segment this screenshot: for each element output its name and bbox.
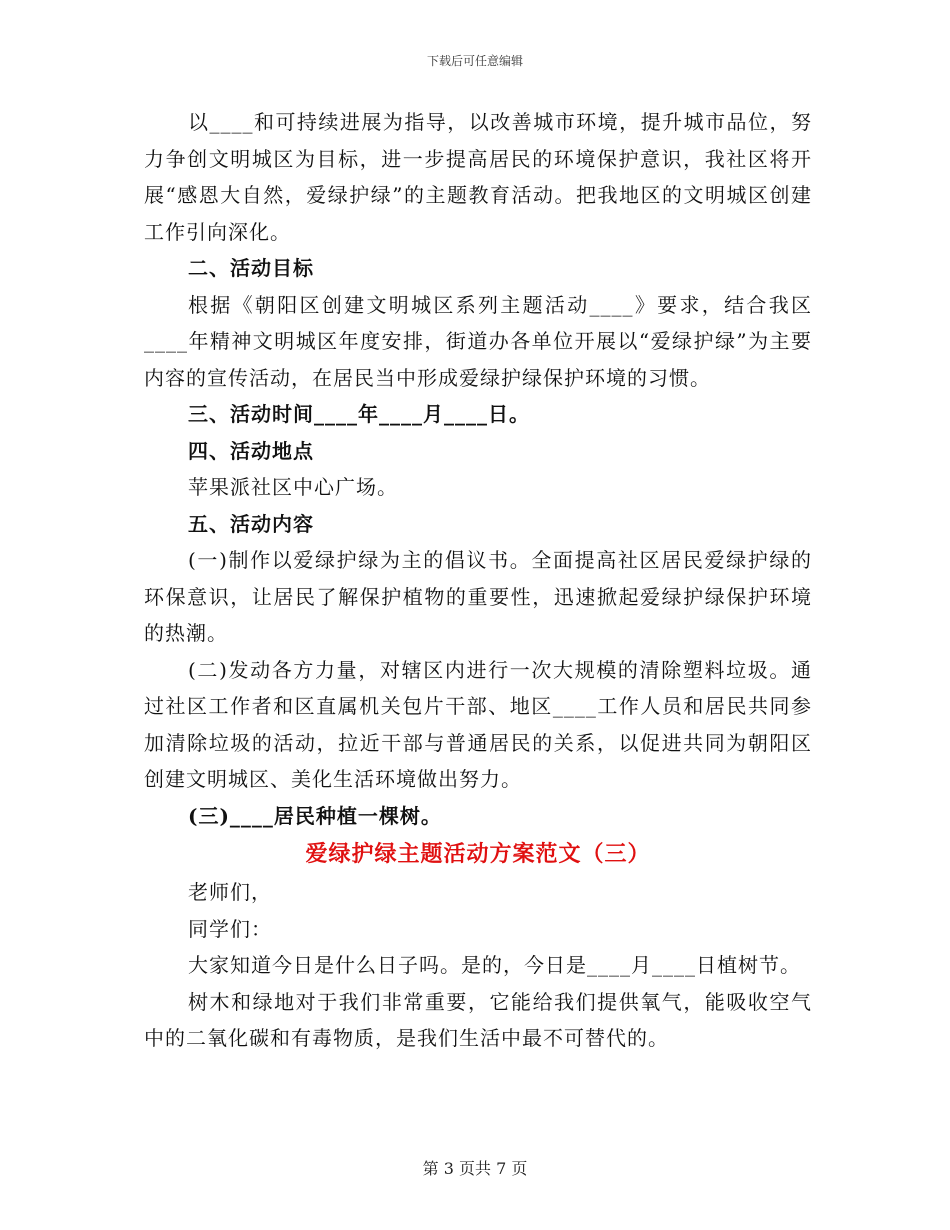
paragraph-guiding-principle: 以____和可持续进展为指导，以改善城市环境，提升城市品位，努力争创文明城区为目标，进一步提高居民的环境保护意识，我社区将开展“感恩大自然，爱绿护绿”的主题教育活动。把我地区的文明城区创建工作引向深化。 xyxy=(144,110,812,244)
page-number: 第 3 页共 7 页 xyxy=(422,1159,528,1178)
speech-salutation-students: 同学们： xyxy=(188,916,272,941)
heading-content-item-3: (三)____居民种植一棵树。 xyxy=(188,803,442,828)
paragraph-content-item-2: (二)发动各方力量，对辖区内进行一次大规模的清除塑料垃圾。通过社区工作者和区直属机关包片干部、地区____工作人员和居民共同参加清除垃圾的活动，拉近干部与普通居民的关系，以促进共同为朝阳区创建文明城区、美化生活环境做出努力。 xyxy=(144,657,812,791)
speech-paragraph-trees-importance: 树木和绿地对于我们非常重要，它能给我们提供氧气，能吸收空气中的二氧化碳和有毒物质，是我们生活中最不可替代的。 xyxy=(144,989,812,1050)
paragraph-activity-goal: 根据《朝阳区创建文明城区系列主题活动____》要求，结合我区____年精神文明城区年度安排，街道办各单位开展以“爱绿护绿”为主要内容的宣传活动，在居民当中形成爱绿护绿保护环境的习惯。 xyxy=(144,292,812,390)
speech-salutation-teachers: 老师们， xyxy=(188,880,272,904)
speech-paragraph-arbor-day: 大家知道今日是什么日子吗。是的，今日是____月____日植树节。 xyxy=(188,953,801,977)
document-body xyxy=(144,104,812,1057)
paragraph-activity-location: 苹果派社区中心广场。 xyxy=(188,475,398,499)
heading-activity-time: 三、活动时间____年____月____日。 xyxy=(188,402,530,426)
page-header-note: 下载后可任意编辑 xyxy=(426,54,523,68)
heading-activity-content: 五、活动内容 xyxy=(188,511,314,536)
paragraph-content-item-1: (一)制作以爱绿护绿为主的倡议书。全面提高社区居民爱绿护绿的环保意识，让居民了解保护植物的重要性，迅速掀起爱绿护绿保护环境的热潮。 xyxy=(144,548,812,645)
heading-activity-goal: 二、活动目标 xyxy=(188,256,314,280)
heading-activity-location: 四、活动地点 xyxy=(188,438,314,463)
section-title: 爱绿护绿主题活动方案范文（三） xyxy=(305,841,651,867)
